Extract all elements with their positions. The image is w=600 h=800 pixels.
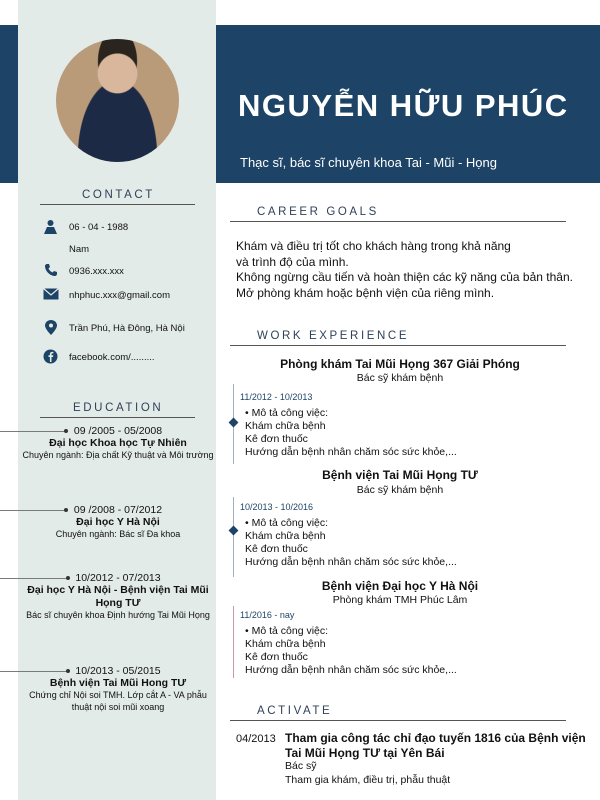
career-heading: CAREER GOALS [257,206,379,218]
contact-divider [40,204,195,205]
job-date: 11/2012 - 10/2013 [240,392,313,402]
timeline-marker [229,526,239,536]
job-description: • Mô tả công việc: Khám chữa bệnh Kê đơn thuốc Hướng dẫn bệnh nhân chăm sóc sức khỏe,... [245,517,457,568]
work-divider [230,345,566,346]
education-item: 10/2013 - 05/2015 Bệnh viện Tai Mũi Hong TƯ Chứng chỉ Nội soi TMH. Lớp cắt A - VA phẫu thuật nội soi mũi xoang [29,665,207,712]
education-divider [40,417,195,418]
phone-icon [42,263,59,280]
work-heading: WORK EXPERIENCE [257,330,410,342]
job-role: Bác sỹ khám bệnh [356,372,444,384]
education-item: 09 /2005 - 05/2008 Đại học Khoa học Tự Nhiên Chuyên ngành: Địa chất Kỹ thuật và Môi trường [22,425,214,460]
activity-title: Tham gia công tác chỉ đạo tuyến 1816 của Bệnh viện Tai Mũi Họng TƯ tại Yên Bái [285,731,586,760]
activity-date: 04/2013 [236,733,276,745]
activity-role: Bác sỹ [285,760,317,772]
timeline-marker [229,418,239,428]
job-timeline [233,606,234,678]
job-place: Phòng khám Tai Mũi Họng 367 Giải Phóng [280,357,520,371]
candidate-title: Thạc sĩ, bác sĩ chuyên khoa Tai - Mũi - Họng [240,155,497,170]
location-icon [42,320,59,337]
activate-divider [230,720,566,721]
education-item: 09 /2008 - 07/2012 Đại học Y Hà Nội Chuyên ngành: Bác sĩ Đa khoa [55,504,181,539]
job-date: 11/2016 - nay [240,610,295,620]
job-role: Phòng khám TMH Phúc Lâm [332,594,468,606]
job-place: Bệnh viện Đại học Y Hà Nội [321,579,479,593]
mail-icon [42,287,59,304]
profile-photo [56,39,179,162]
job-place: Bệnh viện Tai Mũi Họng TƯ [322,468,478,482]
job-description: • Mô tả công việc: Khám chữa bệnh Kê đơn thuốc Hướng dẫn bệnh nhân chăm sóc sức khỏe,... [245,407,457,458]
education-item: 10/2012 - 07/2013 Đại học Y Hà Nội - Bệnh viện Tai Mũi Họng TƯ Bác sĩ chuyên khoa Định hướng Tai Mũi Họng [26,572,210,620]
contact-heading: CONTACT [82,189,155,201]
education-heading: EDUCATION [73,402,164,414]
career-divider [230,221,566,222]
job-role: Bác sỹ khám bệnh [356,484,444,496]
job-description: • Mô tả công việc: Khám chữa bệnh Kê đơn thuốc Hướng dẫn bệnh nhân chăm sóc sức khỏe,... [245,625,457,676]
facebook-icon [42,349,59,366]
person-icon [42,219,59,236]
candidate-name: NGUYỄN HỮU PHÚC [238,88,569,123]
activity-detail: Tham gia khám, điều trị, phẫu thuật [285,774,451,786]
activate-heading: ACTIVATE [257,705,333,717]
job-date: 10/2013 - 10/2016 [240,502,314,512]
job-timeline [233,497,234,577]
career-goals-text: Khám và điều trị tốt cho khách hàng trong khả năng và trình độ của mình. Không ngừng cầu tiến và hoàn thiện các kỹ năng của bản thân. Mở phòng khám hoặc bệnh viện của riêng mình. [236,239,573,300]
